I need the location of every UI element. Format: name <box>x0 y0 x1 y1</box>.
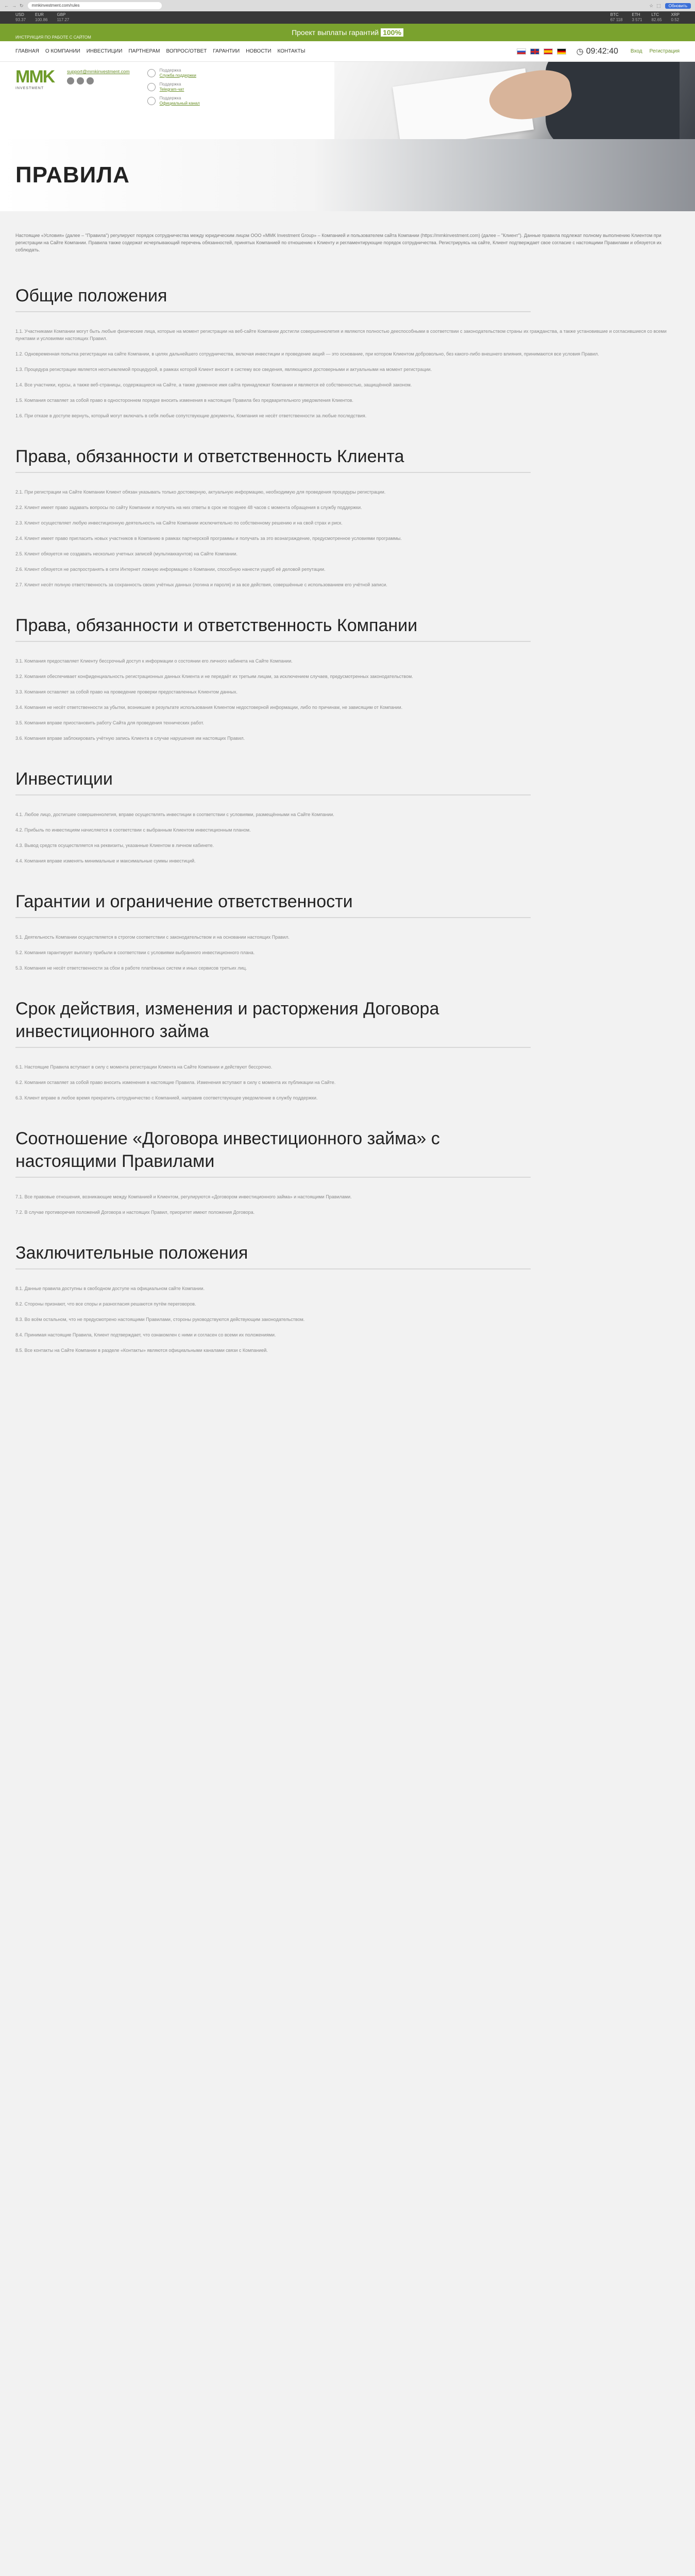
nav-item[interactable]: НОВОСТИ <box>246 48 272 54</box>
section-paragraph: 8.5. Все контакты на Сайте Компании в разделе «Контакты» являются официальными каналами связи с Компанией. <box>15 1348 268 1353</box>
intro-paragraph: Настоящие «Условия» (далее – "Правила") регулируют порядок сотрудничества между юридическим лицом ООО «ММК Investment Group» – Компанией и пользователем сайта Компании (https://mmkinvestment.com) (далее – "Клиент"). Данные правила подлежат полному выполнению Клиентом при регистрации на Сайте Компании. Правила также содержат исчерпывающий перечень обязанностей, принятых Компанией по отношению к Клиенту и регламентирующие порядок сотрудничества. Регистрируясь на сайте, Клиент подтверждает свое согласие с настоящими Правилами и обязуется их соблюдать. <box>15 233 662 252</box>
hero-photo <box>334 62 695 139</box>
section-paragraph: 6.1. Настоящие Правила вступают в силу с момента регистрации Клиента на Сайте Компании и действуют бессрочно. <box>15 1064 273 1070</box>
clock-time: 09:42:40 <box>586 46 618 56</box>
logo-subtitle: INVESTMENT <box>15 87 44 90</box>
contact-item[interactable] <box>147 96 200 106</box>
section-paragraph: 8.1. Данные правила доступны в свободном доступе на официальном сайте Компании. <box>15 1286 205 1291</box>
rules-section <box>15 445 680 588</box>
contact-text <box>160 68 196 78</box>
ticker-value: 0.52 <box>671 18 680 22</box>
section-paragraph: 2.1. При регистрации на Сайте Компании Клиент обязан указывать только достоверную, актуальную информацию, необходимую для проведения процедуры регистрации. <box>15 489 386 495</box>
rules-section <box>15 890 680 972</box>
rules-section <box>15 997 680 1101</box>
section-title: Срок действия, изменения и расторжения Договора инвестиционного займа <box>15 997 531 1048</box>
reload-icon[interactable]: ↻ <box>20 3 24 8</box>
section-paragraph: 4.4. Компания вправе изменять минимальные и максимальные суммы инвестиций. <box>15 858 196 863</box>
browser-extensions <box>649 3 661 9</box>
section-paragraph: 6.3. Клиент вправе в любое время прекратить сотрудничество с Компанией, направив соответствующее уведомление в службу поддержки. <box>15 1095 318 1100</box>
section-paragraph: 8.2. Стороны признают, что все споры и разногласия решаются путём переговоров. <box>15 1301 196 1307</box>
back-icon[interactable]: ← <box>4 3 9 8</box>
ticker-name: EUR <box>35 12 44 17</box>
section-paragraph: 3.4. Компания не несёт ответственности за убытки, возникшие в результате использования Клиентом недостоверной информации, либо по причинам, не зависящим от Компании. <box>15 705 403 710</box>
contact-label: Поддержка <box>159 96 181 100</box>
flag-de-icon[interactable] <box>557 48 566 55</box>
ticker-item <box>611 12 623 23</box>
rules-sections <box>15 284 680 1354</box>
section-paragraph: 2.2. Клиент имеет право задавать вопросы по сайту Компании и получать на них ответы в срок не позднее 48 часов с момента обращения в службу поддержки. <box>15 505 362 510</box>
ticker-name: LTC <box>651 12 659 17</box>
nav-item[interactable]: ИНВЕСТИЦИИ <box>86 48 123 54</box>
nav-item[interactable]: О КОМПАНИИ <box>45 48 80 54</box>
section-title: Права, обязанности и ответственность Компании <box>15 614 531 642</box>
section-title: Инвестиции <box>15 768 531 795</box>
rates-ticker <box>0 11 695 24</box>
nav-item[interactable]: ПАРТНЕРАМ <box>128 48 160 54</box>
ticker-left <box>15 12 69 23</box>
ticker-name: ETH <box>632 12 640 17</box>
section-paragraph: 3.6. Компания вправе заблокировать учётную запись Клиента в случае нарушения им настоящих Правил. <box>15 736 245 741</box>
ticker-value: 3 571 <box>632 18 642 22</box>
flag-en-icon[interactable] <box>530 48 539 55</box>
browser-toolbar <box>0 0 695 11</box>
section-paragraph: 4.2. Прибыль по инвестициям начисляется в соответствии с выбранным Клиентом инвестиционным планом. <box>15 827 251 833</box>
support-block <box>67 69 130 134</box>
main-nav <box>0 41 695 62</box>
contact-icon <box>147 97 156 105</box>
clock-icon: ◷ <box>576 47 584 56</box>
section-paragraph: 3.3. Компания оставляет за собой право на проведение проверки предоставленных Клиентом данных. <box>15 689 238 694</box>
contact-item[interactable] <box>147 82 200 92</box>
rules-section <box>15 284 680 419</box>
section-paragraph: 7.2. В случае противоречия положений Договора и настоящих Правил, приоритет имеют положения Договора. <box>15 1210 255 1215</box>
section-title: Общие положения <box>15 284 531 312</box>
title-band <box>0 139 695 211</box>
section-title: Гарантии и ограничение ответственности <box>15 890 531 918</box>
nav-menu <box>15 48 305 54</box>
ticker-value: 100.86 <box>35 18 48 22</box>
address-bar[interactable]: mmkinvestment.com/rules <box>28 2 162 9</box>
section-paragraph: 1.1. Участниками Компании могут быть любые физические лица, которые на момент регистрации на веб-сайте Компании достигли совершеннолетия и являются полностью дееспособными в соответствии с законодательством страны их гражданства, а также установившие и согласившиеся со всеми пунктами и условиями настоящих Правил. <box>15 329 667 341</box>
header-band <box>0 62 695 139</box>
ticker-item <box>671 12 680 23</box>
section-paragraph: 2.7. Клиент несёт полную ответственность за сохранность своих учётных данных (логина и пароля) и за все действия, совершённые с использованием его учётной записи. <box>15 582 387 587</box>
rules-section <box>15 614 680 742</box>
nav-item[interactable]: ВОПРОС/ОТВЕТ <box>166 48 207 54</box>
section-title: Заключительные положения <box>15 1242 531 1269</box>
flag-ru-icon[interactable] <box>517 48 526 55</box>
section-paragraph: 2.6. Клиент обязуется не распространять в сети Интернет ложную информацию о Компании, способную нанести ущерб её деловой репутации. <box>15 567 326 572</box>
browser-nav-buttons <box>4 3 24 9</box>
ticker-item <box>35 12 47 23</box>
rules-content <box>0 211 695 1354</box>
nav-item[interactable]: ГЛАВНАЯ <box>15 48 39 54</box>
promo-text <box>292 28 403 37</box>
logo-mark: MMK <box>15 67 55 87</box>
contact-value[interactable]: Служба поддержки <box>159 73 196 78</box>
section-paragraph: 1.3. Процедура регистрации является неотъемлемой процедурой, в рамках которой Клиент вносит в систему все сведения, являющиеся достоверными и актуальными на момент регистрации. <box>15 367 432 372</box>
ticker-item <box>57 12 70 23</box>
section-paragraph: 1.6. При отказе в доступе вернуть, который могут включать в себя любые сопутствующие документы, Компания не несёт ответственности за любые последствия. <box>15 413 367 418</box>
ticker-right <box>611 12 680 23</box>
contact-label: Поддержка <box>159 82 181 87</box>
section-paragraph: 4.1. Любое лицо, достигшее совершеннолетия, вправе осуществлять инвестиции в соответствии с условиями, размещёнными на Сайте Компании. <box>15 812 334 817</box>
rules-section <box>15 768 680 865</box>
promo-highlight: 100% <box>381 28 403 37</box>
contact-text <box>160 96 200 106</box>
ticker-name: BTC <box>610 12 619 17</box>
browser-update-button[interactable]: Обновить <box>665 3 691 9</box>
section-paragraph: 7.1. Все правовые отношения, возникающие между Компанией и Клиентом, регулируются «Договором инвестиционного займа» и настоящими Правилами. <box>15 1194 352 1199</box>
language-switcher <box>517 48 566 55</box>
contact-value[interactable]: Официальный канал <box>159 101 200 106</box>
logo[interactable] <box>15 67 55 98</box>
star-icon[interactable]: ☆ <box>649 3 654 8</box>
social-icons <box>67 77 130 84</box>
section-paragraph: 5.3. Компания не несёт ответственности за сбои в работе платёжных систем и иных сервисов третьих лиц. <box>15 965 247 971</box>
section-paragraph: 8.3. Во всём остальном, что не предусмотрено настоящими Правилами, стороны руководствуются действующим законодательством. <box>15 1317 305 1322</box>
ticker-value: 93.37 <box>15 18 26 22</box>
login-link[interactable]: Вход <box>630 48 642 54</box>
section-paragraph: 3.2. Компания обеспечивает конфиденциальность регистрационных данных Клиента и не передаёт их третьим лицам, за исключением случаев, предусмотренных законодательством. <box>15 674 413 679</box>
section-paragraph: 1.5. Компания оставляет за собой право в одностороннем порядке вносить изменения в настоящие Правила без предварительного уведомления Клиентов. <box>15 398 353 403</box>
section-paragraph: 3.5. Компания вправе приостановить работу Сайта для проведения технических работ. <box>15 720 204 725</box>
section-paragraph: 2.4. Клиент имеет право пригласить новых участников в Компанию в рамках партнерской программы и получать за это вознаграждение, предусмотренное условиями программы. <box>15 536 402 541</box>
section-paragraph: 5.1. Деятельность Компании осуществляется в строгом соответствии с законодательством и на основании настоящих Правил. <box>15 935 290 940</box>
flag-es-icon[interactable] <box>544 48 553 55</box>
nav-item[interactable]: КОНТАКТЫ <box>277 48 306 54</box>
nav-item[interactable]: ГАРАНТИИ <box>213 48 240 54</box>
section-title: Права, обязанности и ответственность Клиента <box>15 445 531 473</box>
promo-label: Проект выплаты гарантий <box>292 28 379 37</box>
promo-instruction-link[interactable]: ИНСТРУКЦИЯ ПО РАБОТЕ С САЙТОМ <box>15 35 91 40</box>
section-paragraph: 1.2. Одновременная попытка регистрации на сайте Компании, в целях дальнейшего сотрудничества, включая инвестиции и проведение акций — это основание, при котором Клиентом добровольно, без какого-либо внешнего влияния, принимаются все условия Правил. <box>15 351 599 357</box>
contact-item[interactable] <box>147 68 200 78</box>
rules-section <box>15 1127 680 1216</box>
section-paragraph: 6.2. Компания оставляет за собой право вносить изменения в настоящие Правила. Изменения вступают в силу с момента их публикации на Сайте. <box>15 1080 336 1085</box>
section-paragraph: 1.4. Все участники, курсы, а также веб-страницы, содержащиеся на Сайте, а также доменное имя сайта принадлежат Компании и являются её собственностью, защищённой законом. <box>15 382 412 387</box>
register-link[interactable]: Регистрация <box>649 48 680 54</box>
contact-value[interactable]: Telegram-чат <box>159 87 184 92</box>
section-paragraph: 2.5. Клиент обязуется не создавать несколько учетных записей (мультиаккаунтов) на Сайте Компании. <box>15 551 238 556</box>
contact-icon <box>147 83 156 91</box>
section-paragraph: 8.4. Принимая настоящие Правила, Клиент подтверждает, что ознакомлен с ними и согласен со всеми их положениями. <box>15 1332 276 1337</box>
section-paragraph: 4.3. Вывод средств осуществляется на реквизиты, указанные Клиентом в личном кабинете. <box>15 843 214 848</box>
ticker-item <box>15 12 26 23</box>
rules-section <box>15 1242 680 1354</box>
forward-icon[interactable]: → <box>12 3 16 8</box>
contact-text <box>160 82 184 92</box>
telegram-icon[interactable] <box>67 77 74 84</box>
section-paragraph: 5.2. Компания гарантирует выплату прибыли в соответствии с условиями выбранного инвестиционного плана. <box>15 950 255 955</box>
vk-icon[interactable] <box>77 77 84 84</box>
ticker-name: GBP <box>57 12 66 17</box>
ticker-name: USD <box>15 12 24 17</box>
section-paragraph: 2.3. Клиент осуществляет любую инвестиционную деятельность на Сайте Компании исключительно по собственному решению и на свой страх и риск. <box>15 520 343 526</box>
auth-links <box>631 48 680 54</box>
ticker-item <box>652 12 662 23</box>
ticker-value: 82.65 <box>651 18 662 22</box>
ticker-value: 117.27 <box>57 18 70 22</box>
section-paragraph: 3.1. Компания предоставляет Клиенту бессрочный доступ к информации о состоянии его личного кабинета на Сайте Компании. <box>15 658 293 664</box>
extension-icon[interactable]: ⬚ <box>656 3 661 8</box>
contact-label: Поддержка <box>159 68 181 73</box>
contacts-list <box>147 68 200 134</box>
youtube-icon[interactable] <box>87 77 94 84</box>
contact-icon <box>147 69 156 77</box>
section-title: Соотношение «Договора инвестиционного займа» с настоящими Правилами <box>15 1127 531 1178</box>
ticker-value: 67 118 <box>610 18 623 22</box>
ticker-name: XRP <box>671 12 680 17</box>
promo-banner[interactable] <box>0 24 695 41</box>
ticker-item <box>632 12 642 23</box>
page-title: ПРАВИЛА <box>15 162 130 188</box>
clock <box>577 46 618 57</box>
support-email-link[interactable]: support@mmkinvestment.com <box>67 69 130 74</box>
